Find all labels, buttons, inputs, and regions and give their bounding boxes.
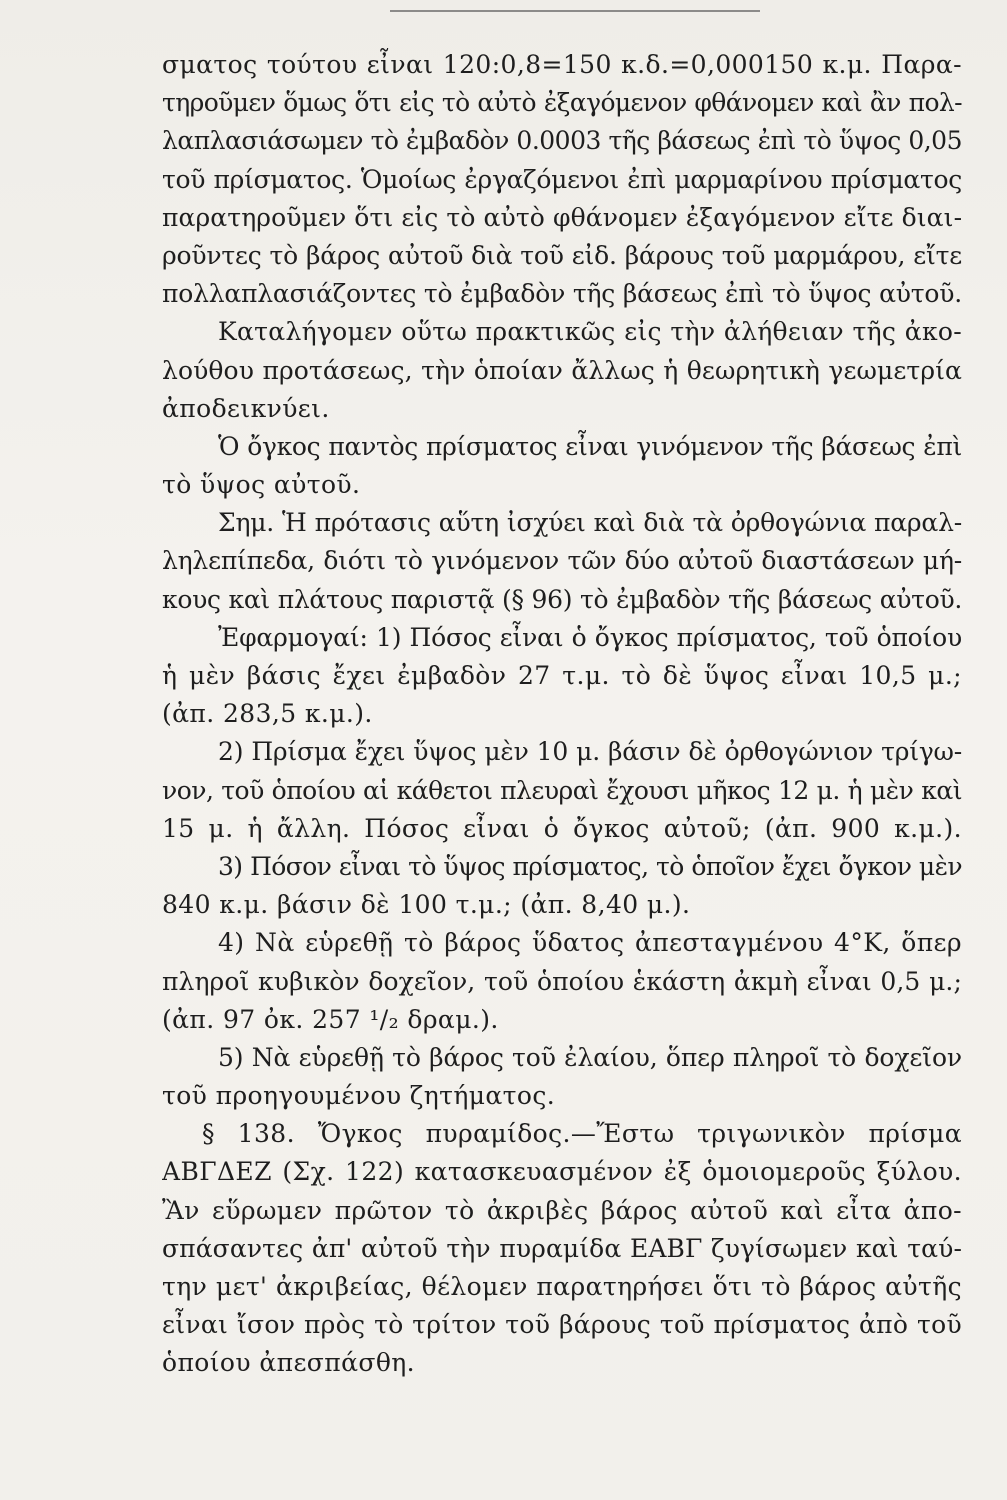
text-line: (ἀπ. 283,5 κ.μ.).: [162, 699, 373, 729]
body-text: [162, 46, 962, 1383]
text-line: τηροῦμεν ὅμως ὅτι εἰς τὸ αὐτὸ ἐξαγόμενον φθάνομεν καὶ ἂν πολ-: [162, 88, 962, 118]
text-line: 840 κ.μ. βάσιν δὲ 100 τ.μ.; (ἀπ. 8,40 μ.).: [162, 890, 691, 920]
text-line: λούθου προτάσεως, τὴν ὁποίαν ἄλλως ἡ θεωρητικὴ γεωμετρία: [162, 355, 962, 385]
text-line: 5) Νὰ εὑρεθῇ τὸ βάρος τοῦ ἐλαίου, ὅπερ πληροῖ τὸ δοχεῖον: [218, 1042, 962, 1072]
text-line: πολλαπλασιάζοντες τὸ ἐμβαδὸν τῆς βάσεως ἐπὶ τὸ ὕψος αὐτοῦ.: [162, 279, 962, 309]
text-line: νον, τοῦ ὁποίου αἱ κάθετοι πλευραὶ ἔχουσι μῆκος 12 μ. ἡ μὲν καὶ: [162, 775, 962, 805]
text-line: τοῦ πρίσματος. Ὁμοίως ἐργαζόμενοι ἐπὶ μαρμαρίνου πρίσματος: [162, 164, 962, 194]
text-line: παρατηροῦμεν ὅτι εἰς τὸ αὐτὸ φθάνομεν ἐξαγόμενον εἴτε διαι-: [162, 202, 962, 232]
text-line: τοῦ προηγουμένου ζητήματος.: [162, 1081, 556, 1111]
text-line: κους καὶ πλάτους παριστᾷ (§ 96) τὸ ἐμβαδὸν τῆς βάσεως αὐτοῦ.: [162, 584, 962, 614]
text-line: Σημ. Ἡ πρότασις αὕτη ἰσχύει καὶ διὰ τὰ ὀρθογώνια παραλ-: [218, 508, 962, 538]
text-line: § 138. Ὄγκος πυραμίδος.—Ἔστω τριγωνικὸν πρίσμα: [202, 1119, 962, 1149]
text-line: λαπλασιάσωμεν τὸ ἐμβαδὸν 0.0003 τῆς βάσεως ἐπὶ τὸ ὕψος 0,05: [162, 126, 962, 156]
text-line: 4) Νὰ εὑρεθῇ τὸ βάρος ὕδατος ἀπεσταγμένου 4°Κ, ὅπερ: [218, 928, 962, 958]
text-line: Καταλήγομεν οὕτω πρακτικῶς εἰς τὴν ἀλήθειαν τῆς ἀκο-: [218, 317, 962, 347]
text-line: πληροῖ κυβικὸν δοχεῖον, τοῦ ὁποίου ἑκάστη ἀκμὴ εἶναι 0,5 μ.;: [162, 966, 962, 996]
text-line: τὸ ὕψος αὐτοῦ.: [162, 470, 361, 500]
text-line: εἶναι ἴσον πρὸς τὸ τρίτον τοῦ βάρους τοῦ πρίσματος ἀπὸ τοῦ: [162, 1310, 962, 1340]
text-line: ροῦντες τὸ βάρος αὐτοῦ διὰ τοῦ εἰδ. βάρους τοῦ μαρμάρου, εἴτε: [162, 240, 962, 270]
text-line: (ἀπ. 97 ὀκ. 257 ¹/₂ δραμ.).: [162, 1004, 499, 1034]
text-line: 3) Πόσον εἶναι τὸ ὕψος πρίσματος, τὸ ὁποῖον ἔχει ὄγκον μὲν: [218, 851, 962, 881]
text-line: ἡ μὲν βάσις ἔχει ἐμβαδὸν 27 τ.μ. τὸ δὲ ὕψος εἶναι 10,5 μ.;: [162, 661, 962, 690]
text-line: Ὁ ὄγκος παντὸς πρίσματος εἶναι γινόμενον τῆς βάσεως ἐπὶ: [218, 431, 962, 461]
text-line: σματος τούτου εἶναι 120:0,8=150 κ.δ.=0,000150 κ.μ. Παρα-: [162, 50, 962, 79]
text-line: ὁποίου ἀπεσπάσθη.: [162, 1348, 416, 1378]
text-line: ΑΒΓΔΕΖ (Σχ. 122) κατασκευασμένον ἐξ ὁμοιομεροῦς ξύλου.: [162, 1157, 962, 1187]
top-page-mark: [390, 0, 760, 12]
text-line: 2) Πρίσμα ἔχει ὕψος μὲν 10 μ. βάσιν δὲ ὀρθογώνιον τρίγω-: [218, 737, 962, 767]
text-line: Ἂν εὕρωμεν πρῶτον τὸ ἀκριβὲς βάρος αὐτοῦ καὶ εἶτα ἀπο-: [162, 1195, 962, 1225]
text-line: σπάσαντες ἀπ' αὐτοῦ τὴν πυραμίδα ΕΑΒΓ ζυγίσωμεν καὶ ταύ-: [162, 1233, 962, 1263]
text-line: την μετ' ἀκριβείας, θέλομεν παρατηρήσει ὅτι τὸ βάρος αὐτῆς: [162, 1272, 962, 1301]
text-line: ἀποδεικνύει.: [162, 393, 330, 423]
text-line: 15 μ. ἡ ἄλλη. Πόσος εἶναι ὁ ὄγκος αὐτοῦ; (ἀπ. 900 κ.μ.).: [162, 813, 962, 843]
text-line: Ἐφαρμογαί: 1) Πόσος εἶναι ὁ ὄγκος πρίσματος, τοῦ ὁποίου: [218, 622, 962, 652]
text-line: ληλεπίπεδα, διότι τὸ γινόμενον τῶν δύο αὐτοῦ διαστάσεων μή-: [162, 546, 962, 576]
